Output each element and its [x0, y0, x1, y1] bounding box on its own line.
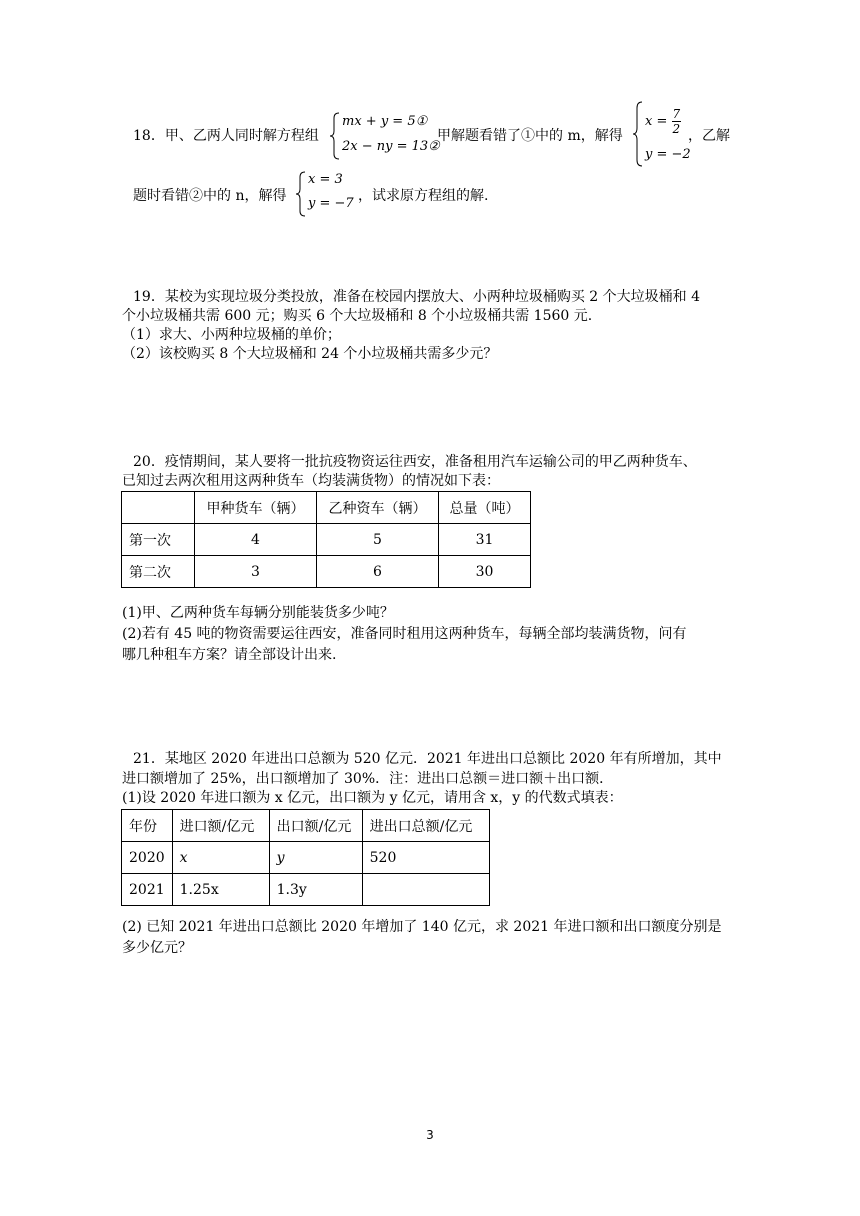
q18-after-text: ，乙解: [688, 128, 730, 144]
q21-table: [121, 809, 490, 906]
table-cell: 31: [439, 524, 531, 556]
q18-intro: 18．甲、乙两人同时解方程组: [133, 128, 319, 144]
q20-line2: 已知过去两次租用这两种货车（均装满货物）的情况如下表：: [122, 473, 500, 489]
q20-line1: 20．疫情期间，某人要将一批抗疫物资运往西安，准备租用汽车运输公司的甲乙两种货车、: [133, 454, 697, 470]
left-brace-icon: [633, 101, 643, 167]
table-cell: 5: [317, 524, 439, 556]
table-cell: 2020: [122, 842, 173, 874]
table-cell: 第二次: [122, 556, 195, 588]
q21-line2: 进口额增加了 25%，出口额增加了 30%．注：进出口总额＝进口额＋出口额．: [122, 771, 614, 787]
table-cell: 2021: [122, 874, 173, 906]
q19-line1: 19．某校为实现垃圾分类投放，准备在校园内摆放大、小两种垃圾桶购买 2 个大垃圾桶和 4: [133, 289, 700, 305]
q20-part2-line1: (2)若有 45 吨的物资需要运往西安，准备同时租用这两种货车，每辆全部均装满货物，问有: [122, 626, 687, 642]
table-header-row: [122, 810, 490, 842]
table-cell: [362, 874, 489, 906]
q19-line2: 个小垃圾桶共需 600 元；购买 6 个大垃圾桶和 8 个小垃圾桶共需 1560 元.: [122, 308, 593, 324]
table-cell: 4: [195, 524, 317, 556]
q18-line2-suffix: ，试求原方程组的解.: [358, 188, 489, 204]
q21-line3: (1)设 2020 年进口额为 x 亿元，出口额为 y 亿元，请用含 x，y 的代数式填表：: [122, 790, 623, 806]
q19-part2: （2）该校购买 8 个大垃圾桶和 24 个小垃圾桶共需多少元？: [122, 346, 498, 362]
table-row: [122, 842, 490, 874]
q18-solution-a-y: y = −2: [645, 147, 691, 162]
table-cell: 乙种资车（辆）: [317, 492, 439, 524]
q20-part1: (1)甲、乙两种货车每辆分别能装货多少吨？: [122, 605, 394, 621]
q20-table: [121, 491, 531, 588]
q18-solution-b-y: y = −7: [308, 196, 354, 211]
q18-solution-b-x: x = 3: [308, 172, 343, 187]
page-number: 3: [426, 1128, 434, 1142]
q21-part2-line2: 多少亿元？: [122, 940, 192, 956]
q18-solution-a-x: x = $\frac{7}{2}$: [645, 107, 681, 136]
left-brace-icon: [296, 171, 306, 217]
table-cell: 3: [195, 556, 317, 588]
table-cell: 1.25x: [172, 874, 269, 906]
q18-solution-a: [633, 101, 689, 167]
q18-equation-1: mx + y = 5①: [342, 114, 428, 129]
table-cell: 进出口总额/亿元: [362, 810, 489, 842]
q18-solution-b: [296, 171, 356, 217]
table-cell: 520: [362, 842, 489, 874]
table-header-row: [122, 492, 531, 524]
left-brace-icon: [330, 112, 340, 160]
q18-equation-system: [330, 112, 440, 160]
table-cell: 总量（吨）: [439, 492, 531, 524]
table-row: [122, 556, 531, 588]
q19-part1: （1）求大、小两种垃圾桶的单价；: [122, 327, 341, 343]
table-cell: x: [172, 842, 269, 874]
table-cell: 出口额/亿元: [269, 810, 362, 842]
q21-line1: 21．某地区 2020 年进出口总额为 520 亿元．2021 年进出口总额比 2020 年有所增加，其中: [133, 751, 722, 767]
q18-line2-prefix: 题时看错②中的 n，解得: [133, 188, 287, 204]
fraction: $\frac{7}{2}$: [672, 107, 681, 136]
q18-equation-2: 2x − ny = 13②: [342, 139, 440, 154]
table-cell: 第一次: [122, 524, 195, 556]
table-cell: 6: [317, 556, 439, 588]
table-cell: 1.3y: [269, 874, 362, 906]
q20-part2-line2: 哪几种租车方案？请全部设计出来.: [122, 647, 337, 663]
table-cell: 年份: [122, 810, 173, 842]
table-row: [122, 874, 490, 906]
q18-mid-text: 甲解题看错了①中的 m，解得: [437, 128, 623, 144]
table-cell: 进口额/亿元: [172, 810, 269, 842]
table-cell: [122, 492, 195, 524]
table-cell: 甲种货车（辆）: [195, 492, 317, 524]
q21-part2-line1: (2) 已知 2021 年进出口总额比 2020 年增加了 140 亿元，求 2021 年进口额和出口额度分别是: [122, 919, 722, 935]
table-row: [122, 524, 531, 556]
table-cell: y: [269, 842, 362, 874]
table-cell: 30: [439, 556, 531, 588]
